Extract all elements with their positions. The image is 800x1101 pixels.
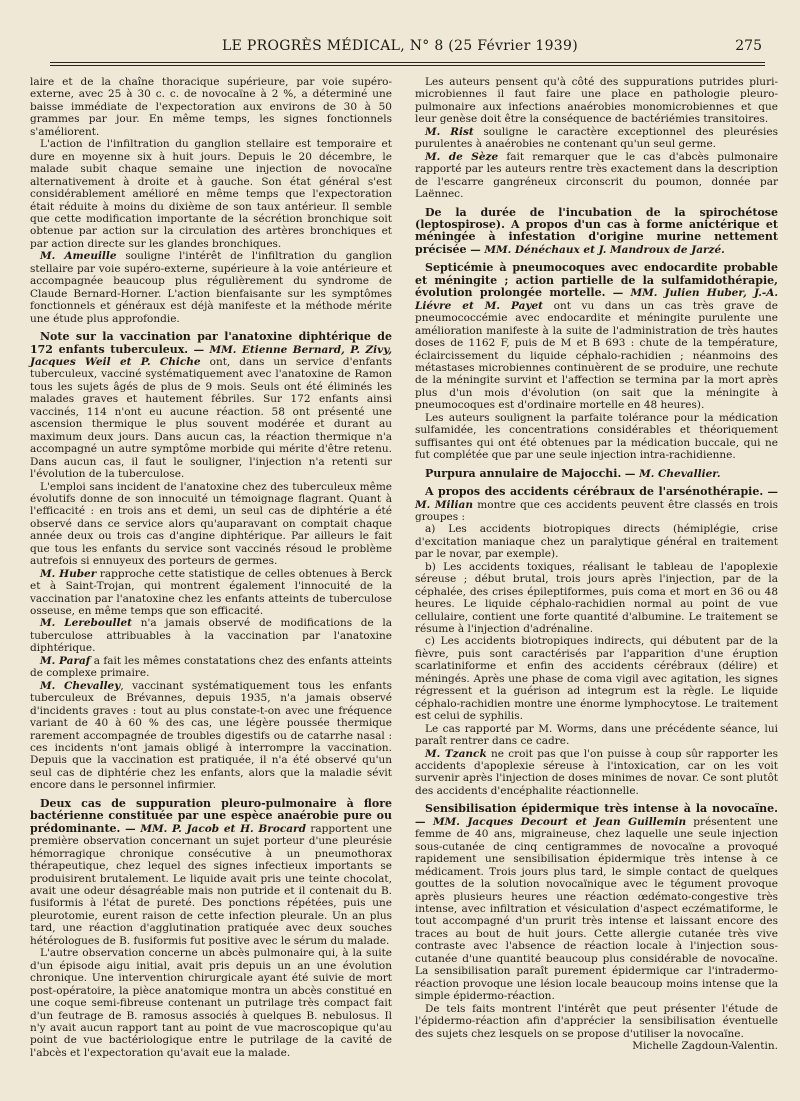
- section-paragraph: [30, 331, 392, 480]
- paragraph-text: a fait les mêmes constatations chez des enfants atteints de complexe primaire.: [30, 654, 393, 680]
- paragraph: [30, 138, 392, 250]
- paragraph: [30, 250, 392, 325]
- journal-title: LE PROGRÈS MÉDICAL, N° 8 (25 Février 1939): [222, 38, 578, 54]
- paragraph: [30, 481, 392, 568]
- paragraph-text: De tels faits montrent l'intérêt que peut présenter l'étude de l'épidermo-réaction afin d'apprécier la sensibilisation éventuelle des sujets chez lesquels on se propose d'utiliser la novocaïne.: [415, 1002, 778, 1040]
- paragraph: [415, 561, 778, 636]
- header-rule: [50, 62, 765, 66]
- section-title: Purpura annulaire de Majocchi.: [425, 466, 622, 480]
- paragraph-text: L'action de l'infiltration du ganglion stellaire est temporaire et dure en moyenne six à huit jours. Depuis le 20 décembre, le malade subit chaque semaine une injection de novocaïne alternativement à droite et à gauche. Son état général s'est considérablement amélioré en même temps que l'expectoration était réduite à moins du dixième de son taux antérieur. Il semble que cette modification importante de la sécrétion bronchique soit obtenue par action sur la circulation des artères bronchiques et par action directe sur les glandes bronchiques.: [30, 138, 392, 250]
- section-paragraph: [415, 803, 778, 1002]
- paragraph: [415, 76, 778, 126]
- section-authors: — M. Milian: [415, 486, 778, 511]
- speaker-name: M. Huber: [40, 567, 97, 580]
- section-authors: — MM. Dénéchaux et J. Mandroux de Jarzé.: [466, 243, 725, 256]
- paragraph: [30, 617, 392, 654]
- section-authors: — MM. P. Jacob et H. Brocard: [120, 822, 306, 835]
- paragraph-text: rapportent une première observation concernant un sujet porteur d'une pleurésie hémorragique chronique consécutive à un pneumothorax thérapeutique, chez lequel des signes infectieux importants se produisirent brutalement. Le liquide avait pris une teinte chocolat, avait une odeur désagréable mais non putride et il contenait du B. fusiformis à l'état de pureté. Des ponctions répétées, puis une pleurotomie, eurent raison de cette infection pleurale. Un an plus tard, une réaction d'agglutination pratiquée avec deux souches hétérologues de B. fusiformis fut positive avec le sérum du malade.: [30, 822, 392, 947]
- paragraph: [415, 723, 778, 748]
- left-column: [30, 76, 392, 1059]
- section-authors: — MM. Jacques Decourt et Jean Guillemin: [415, 815, 687, 828]
- paragraph-text: rapproche cette statistique de celles obtenues à Berck et à Saint-Trojan, qui montrent également l'innocuité de la vaccination par l'anatoxine chez les enfants atteints de tuberculose osseuse, en même temps que son efficacité.: [30, 567, 392, 618]
- paragraph: [30, 655, 392, 680]
- speaker-name: M. Rist: [425, 125, 474, 138]
- paragraph: [30, 680, 392, 792]
- section-authors: — M. Chevallier.: [621, 467, 721, 480]
- page-number: 275: [735, 38, 762, 54]
- author-signature: Michelle Zagdoun-Valentin.: [632, 1039, 778, 1052]
- speaker-name: M. Lereboullet: [40, 617, 133, 630]
- paragraph: [415, 412, 778, 462]
- paragraph: [30, 76, 392, 138]
- paragraph-text: montre que ces accidents peuvent être classés en trois groupes :: [415, 498, 778, 523]
- paragraph-text: souligne le caractère exceptionnel des pleurésies purulentes à anaérobies ne contenant qu'un seul germe.: [415, 125, 778, 151]
- paragraph-text: , vaccinant systématiquement tous les enfants tuberculeux de Brévannes, depuis 1935, n'a jamais observé d'incidents graves : tout au plus constate-t-on avec une fréquence variant de 40 à 60 % des cas, une légère poussée thermique rarement accompagnée de troubles digestifs ou de catarrhe nasal : ces incidents n'ont jamais obligé à interrompre la vaccination. Depuis que la vaccination est pratiquée, il n'a été observé qu'un seul cas de diphtérie chez les enfants, alors que la maladie sévit encore dans le personnel infirmier.: [30, 679, 392, 792]
- paragraph-text: b) Les accidents toxiques, réalisant le tableau de l'apoplexie séreuse ; début brutal, trois jours après l'injection, par de la céphalée, des crises épileptiformes, puis coma et mort en 36 ou 48 heures. Le liquide céphalo-rachidien normal au point de vue cellulaire, contient une forte quantité d'albumine. Le traitement se résume à l'injection d'adrénaline.: [415, 560, 778, 636]
- paragraph-text: présentent une femme de 40 ans, migraineuse, chez laquelle une seule injection sous-cutanée de cinq centigrammes de novocaïne a provoqué rapidement une sensibilisation épidermique très intense à ce médicament. Trois jours plus tard, le simple contact de quelques gouttes de la solution novocaïnique avec le tégument provoque après plusieurs heures une réaction œdémato-congestive très intense, avec infiltration et vésiculation d'aspect eczématiforme, le tout accompagné d'un prurit très intense et laissant encore des traces au bout de huit jours. Cette allergie cutanée très vive contraste avec l'absence de réaction locale à l'injection sous-cutanée d'une quantité beaucoup plus considérable de novocaïne. La sensibilisation paraît purement épidermique car l'intradermo-réaction provoque une lésion locale beaucoup moins intense que la simple épidermo-réaction.: [415, 815, 778, 1003]
- speaker-name: M. de Sèze: [425, 150, 499, 163]
- paragraph: [415, 523, 778, 560]
- section-title: Sensibilisation épidermique très intense à la novocaïne.: [425, 802, 778, 816]
- paragraph-text: ont vu dans un cas très grave de pneumococcémie avec endocardite et méningite purulente une amélioration manifeste à la suite de l'administration de très hautes doses de 1162 F, puis de M et B 693 : chute de la température, éclaircissement du liquide céphalo-rachidien ; néanmoins des métastases microbiennes continuèrent de se produire, une rechute de la méningite survint et l'affection se termina par la mort après plus d'un mois d'évolution (on sait que la méningite à pneumocoques est d'ordinaire mortelle en 48 heures).: [415, 299, 778, 412]
- paragraph: [415, 151, 778, 201]
- section-paragraph: [415, 207, 778, 257]
- paragraph-text: n'a jamais observé de modifications de la tuberculose attribuables à la vaccination par l'anatoxine diphtérique.: [30, 617, 393, 655]
- section-paragraph: [415, 262, 778, 411]
- paragraph-text: laire et de la chaîne thoracique supérieure, par voie supéro-externe, avec 25 à 30 c. c. de novocaïne à 2 %, a déterminé une baisse immédiate de l'expectoration aux environs de 30 à 50 grammes par jour. En même temps, les signes fonctionnels s'améliorent.: [30, 76, 392, 138]
- section-title: Septicémie à pneumocoques avec endocardite probable et méningite ; action partielle de la sulfamidothérapie, évolution prolongée mortelle.: [415, 261, 778, 300]
- speaker-name: M. Ameuille: [40, 250, 117, 263]
- section-title: A propos des accidents cérébraux de l'arsénothérapie.: [425, 485, 764, 499]
- paragraph-text: Les auteurs soulignent la parfaite tolérance pour la médication sulfamidée, les concentrations considérables et théoriquement suffisantes qui ont été obtenues par la médication buccale, qui ne fut complétée que par une seule injection intra-rachidienne.: [415, 411, 778, 462]
- speaker-name: M. Tzanck: [425, 747, 487, 760]
- paragraph-text: souligne l'intérêt de l'infiltration du ganglion stellaire par voie supéro-externe, supérieure à la voie antérieure et accompagnée beaucoup plus régulièrement du syndrome de Claude Bernard-Horner. L'action bienfaisante sur les symptômes fonctionnels et généraux est déjà manifeste et la méthode mérite une étude plus approfondie.: [30, 250, 392, 325]
- section-title: Note sur la vaccination par l'anatoxine diphtérique de 172 enfants tuberculeux.: [30, 330, 392, 356]
- section-paragraph: [30, 798, 392, 947]
- paragraph-text: ont, dans un service d'enfants tuberculeux, vacciné systématiquement avec l'anatoxine de Ramon tous les sujets âgés de plus de 9 mois. Seuls ont été éliminés les malades graves et hautement fébriles. Sur 172 enfants ainsi vaccinés, 114 n'ont eu aucune réaction. 58 ont présenté une ascension thermique le plus souvent modérée et durant au maximum deux jours. Dans aucun cas, la réaction thermique n'a accompagné un autre symptôme morbide qui mérite d'être retenu. Dans aucun cas, il faut le souligner, l'injection n'a retenti sur l'évolution de la tuberculose.: [30, 355, 393, 481]
- paragraph-text: fait remarquer que le cas d'abcès pulmonaire rapporté par les auteurs rentre très exactement dans la description de l'escarre gangréneux circonscrit du poumon, donnée par Laënnec.: [415, 150, 778, 201]
- paragraph-text: Le cas rapporté par M. Worms, dans une précédente séance, lui paraît rentrer dans ce cadre.: [415, 722, 778, 748]
- paragraph: [30, 568, 392, 618]
- page-header: [30, 38, 770, 60]
- paragraph-text: Les auteurs pensent qu'à côté des suppurations putrides pluri-microbiennes il faut faire une place en pathologie pleuro-pulmonaire aux infections anaérobies monomicrobiennes et que leur genèse doit être la conséquence de bactériémies transitoires.: [415, 76, 778, 126]
- paragraph-text: L'emploi sans incident de l'anatoxine chez des tuberculeux même évolutifs donne de son innocuité un témoignage flagrant. Quant à l'efficacité : en trois ans et demi, un seul cas de diphtérie a été observé dans ce service alors qu'auparavant on comptait chaque année deux ou trois cas d'angine diphtérique. Par ailleurs le fait que tous les enfants du service sont vaccinés résoud le problème autrefois si ennuyeux des porteurs de germes.: [30, 480, 392, 568]
- section-paragraph: [415, 486, 778, 523]
- section-paragraph: [415, 468, 778, 480]
- paragraph: [415, 126, 778, 151]
- paragraph-text: c) Les accidents biotropiques indirects, qui débutent par de la fièvre, puis sont caractérisés par l'apparition d'une éruption scarlatiniforme et enfin des accidents cérébraux (délire) et méningés. Après une phase de coma vigil avec agitation, les signes régressent et la guérison ad integrum est la règle. Le liquide céphalo-rachidien montre une énorme lymphocytose. Le traitement est celui de syphilis.: [415, 635, 778, 723]
- paragraph-text: L'autre observation concerne un abcès pulmonaire qui, à la suite d'un épisode aigu initial, avait pris depuis un an une évolution chronique. Une intervention chirurgicale ayant été suivie de mort post-opératoire, la pièce anatomique montra un abcès constitué en une coque semi-fibreuse contenant un putrilage très compact fait d'un feutrage de B. ramosus associés à quelques B. nebulosus. Il n'y avait aucun rapport tant au point de vue macroscopique qu'au point de vue bactériologique entre le putrilage de la cavité de l'abcès et l'expectoration qu'avait eue la malade.: [30, 947, 392, 1059]
- right-column: [415, 76, 778, 1052]
- section-title: Deux cas de suppuration pleuro-pulmonaire à flore bactérienne constituée par une espèce anaérobie pure ou prédominante.: [30, 796, 392, 835]
- speaker-name: M. Paraf: [40, 654, 91, 667]
- section-authors: — MM. Etienne Bernard, P. Zivy, Jacques Weil et P. Chiche: [30, 343, 392, 368]
- paragraph: [415, 1003, 778, 1040]
- paragraph: [30, 947, 392, 1059]
- paragraph: [415, 748, 778, 798]
- section-title: De la durée de l'incubation de la spirochétose (leptospirose). A propos d'un cas à forme anictérique et méningée à infestation d'origine murine nettement précisée: [415, 205, 778, 256]
- speaker-name: M. Chevalley: [40, 679, 121, 692]
- paragraph: [415, 635, 778, 722]
- paragraph-text: a) Les accidents biotropiques directs (hémiplégie, crise d'excitation maniaque chez un paralytique général en traitement par le novar, par exemple).: [415, 523, 778, 561]
- section-authors: — MM. Julien Huber, J.-A. Liévre et M. Payet: [415, 287, 779, 312]
- paragraph-text: ne croit pas que l'on puisse à coup sûr rapporter les accidents d'apoplexie séreuse à l'intoxication, car on les voit survenir après l'injection de doses minimes de novar. Ce sont plutôt des accidents d'encéphalite réactionnelle.: [415, 747, 778, 797]
